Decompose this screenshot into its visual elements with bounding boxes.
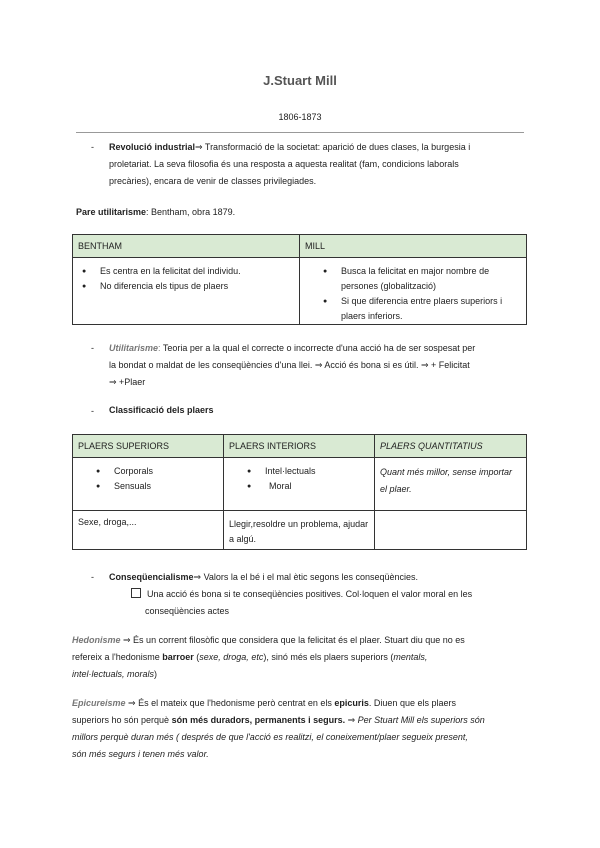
consequencialisme-subitem [131,586,531,620]
utilitarisme-line: la bondat o maldat de les conseqüències d'una llei. ⇒ Acció és bona si es útil. ⇒ + Felicitat [109,360,470,370]
revolucio-line: proletariat. La seva filosofia és una resposta a aquesta realitat (fam, condicions laborals [109,159,459,169]
revolucio-line: precàries), encara de venir de classes privilegiades. [109,176,317,186]
list-dash: - [91,406,94,416]
list-dash: - [91,343,94,353]
epicureisme-term: Epicureisme [72,698,126,708]
consequencialisme-line [109,569,418,586]
hedonisme-example: intel·lectuals, morals [72,669,155,679]
classificacio-text: Classificació dels plaers [109,405,214,415]
pare-label: Pare utilitarisme [76,207,147,217]
superiors-cell [73,458,224,511]
utilitarisme-line: ⇒ +Plaer [109,377,146,387]
classificacio-heading [109,402,214,419]
list-item: ● Intel·lectuals [265,464,369,479]
header-mill: MILL [300,235,527,258]
utilitarisme-term: Utilitarisme [109,343,159,353]
revolucio-paragraph [109,139,529,190]
quantitatius-cell: Quant més millor, sense importar el plaer. [375,458,527,511]
hedonisme-text: ( [193,652,200,662]
quantitatius-example [375,511,527,550]
epicureisme-italic: són més segurs i tenen més valor. [72,749,209,759]
hedonisme-example: sexe, droga, etc [199,652,264,662]
epicureisme-italic: Per Stuart Mill els superiors són [357,715,485,725]
list-item: ● Busca la felicitat en major nombre de persones (globalització) [341,264,521,294]
list-item: ● Corporals [114,464,218,479]
epicureisme-text: superiors ho són perquè [72,715,172,725]
subitem-line: Una acció és bona si te conseqüències positives. Col·loquen el valor moral en les [147,589,473,599]
duradors-phrase: són més duradors, permanents i segurs. [171,715,346,725]
arrow-symbol: ⇒ [195,142,203,152]
page-title: J.Stuart Mill [263,73,337,88]
mill-cell [300,258,527,325]
list-item: ● Es centra en la felicitat del individu. [100,264,294,279]
epicureisme-italic: millors perquè duran més ( després de que l'acció es realitzi, el coneixement/plaer segueix present, [72,732,468,742]
plaers-table [72,434,527,550]
list-item: ● Si que diferencia entre plaers superiors i plaers inferiors. [341,294,521,324]
colon: : [158,343,161,353]
list-item: ● Sensuals [114,479,218,494]
consequencialisme-term: Conseqüencialisme [109,572,194,582]
list-item: ● Moral [265,479,369,494]
list-item: ● No diferencia els tipus de plaers [100,279,294,294]
hedonisme-paragraph [72,632,532,683]
pare-text: : Bentham, obra 1879. [146,207,236,217]
list-dash: - [91,142,94,152]
header-plaers-quantitatius: PLAERS QUANTITATIUS [375,435,527,458]
revolucio-line: Transformació de la societat: aparició de dues clases, la burgesia i [202,142,471,152]
subitem-line: conseqüències actes [145,606,230,616]
epicureisme-text: . Diuen que els plaers [368,698,456,708]
epicuris-word: epicuris [334,698,369,708]
interiors-example: Llegir,resoldre un problema, ajudar a algú. [224,511,375,550]
header-plaers-interiors: PLAERS INTERIORS [224,435,375,458]
title-divider [76,132,524,133]
hedonisme-example: mentals, [393,652,428,662]
bentham-mill-table [72,234,527,325]
checkbox-icon [131,588,141,598]
epicureisme-paragraph [72,695,532,763]
consequencialisme-text: Valors la el bé i el mal ètic segons les conseqüències. [201,572,419,582]
utilitarisme-line: Teoria per a la qual el correcte o incorrecte d'una acció ha de ser sospesat per [160,343,476,353]
barroer-word: barroer [162,652,194,662]
superiors-example: Sexe, droga,... [73,511,224,550]
arrow-symbol: ⇒ [193,572,202,582]
header-plaers-superiors: PLAERS SUPERIORS [73,435,224,458]
revolucio-term: Revolució industrial [109,142,196,152]
utilitarisme-paragraph [109,340,529,391]
bentham-cell [73,258,300,325]
pare-utilitarisme [76,204,235,221]
epicureisme-text: ⇒ [345,715,358,725]
hedonisme-text: ⇒ És un corrent filosòfic que considera que la felicitat és el plaer. Stuart diu que no es [120,635,465,645]
hedonisme-text: refereix a l'hedonisme [72,652,163,662]
header-bentham: BENTHAM [73,235,300,258]
interiors-cell [224,458,375,511]
life-dates: 1806-1873 [278,112,322,122]
hedonisme-text: ) [154,669,158,679]
hedonisme-term: Hedonisme [72,635,121,645]
hedonisme-text: ), sinó més els plaers superiors ( [263,652,394,662]
list-dash: - [91,572,94,582]
epicureisme-text: ⇒ És el mateix que l'hedonisme però centrat en els [125,698,335,708]
